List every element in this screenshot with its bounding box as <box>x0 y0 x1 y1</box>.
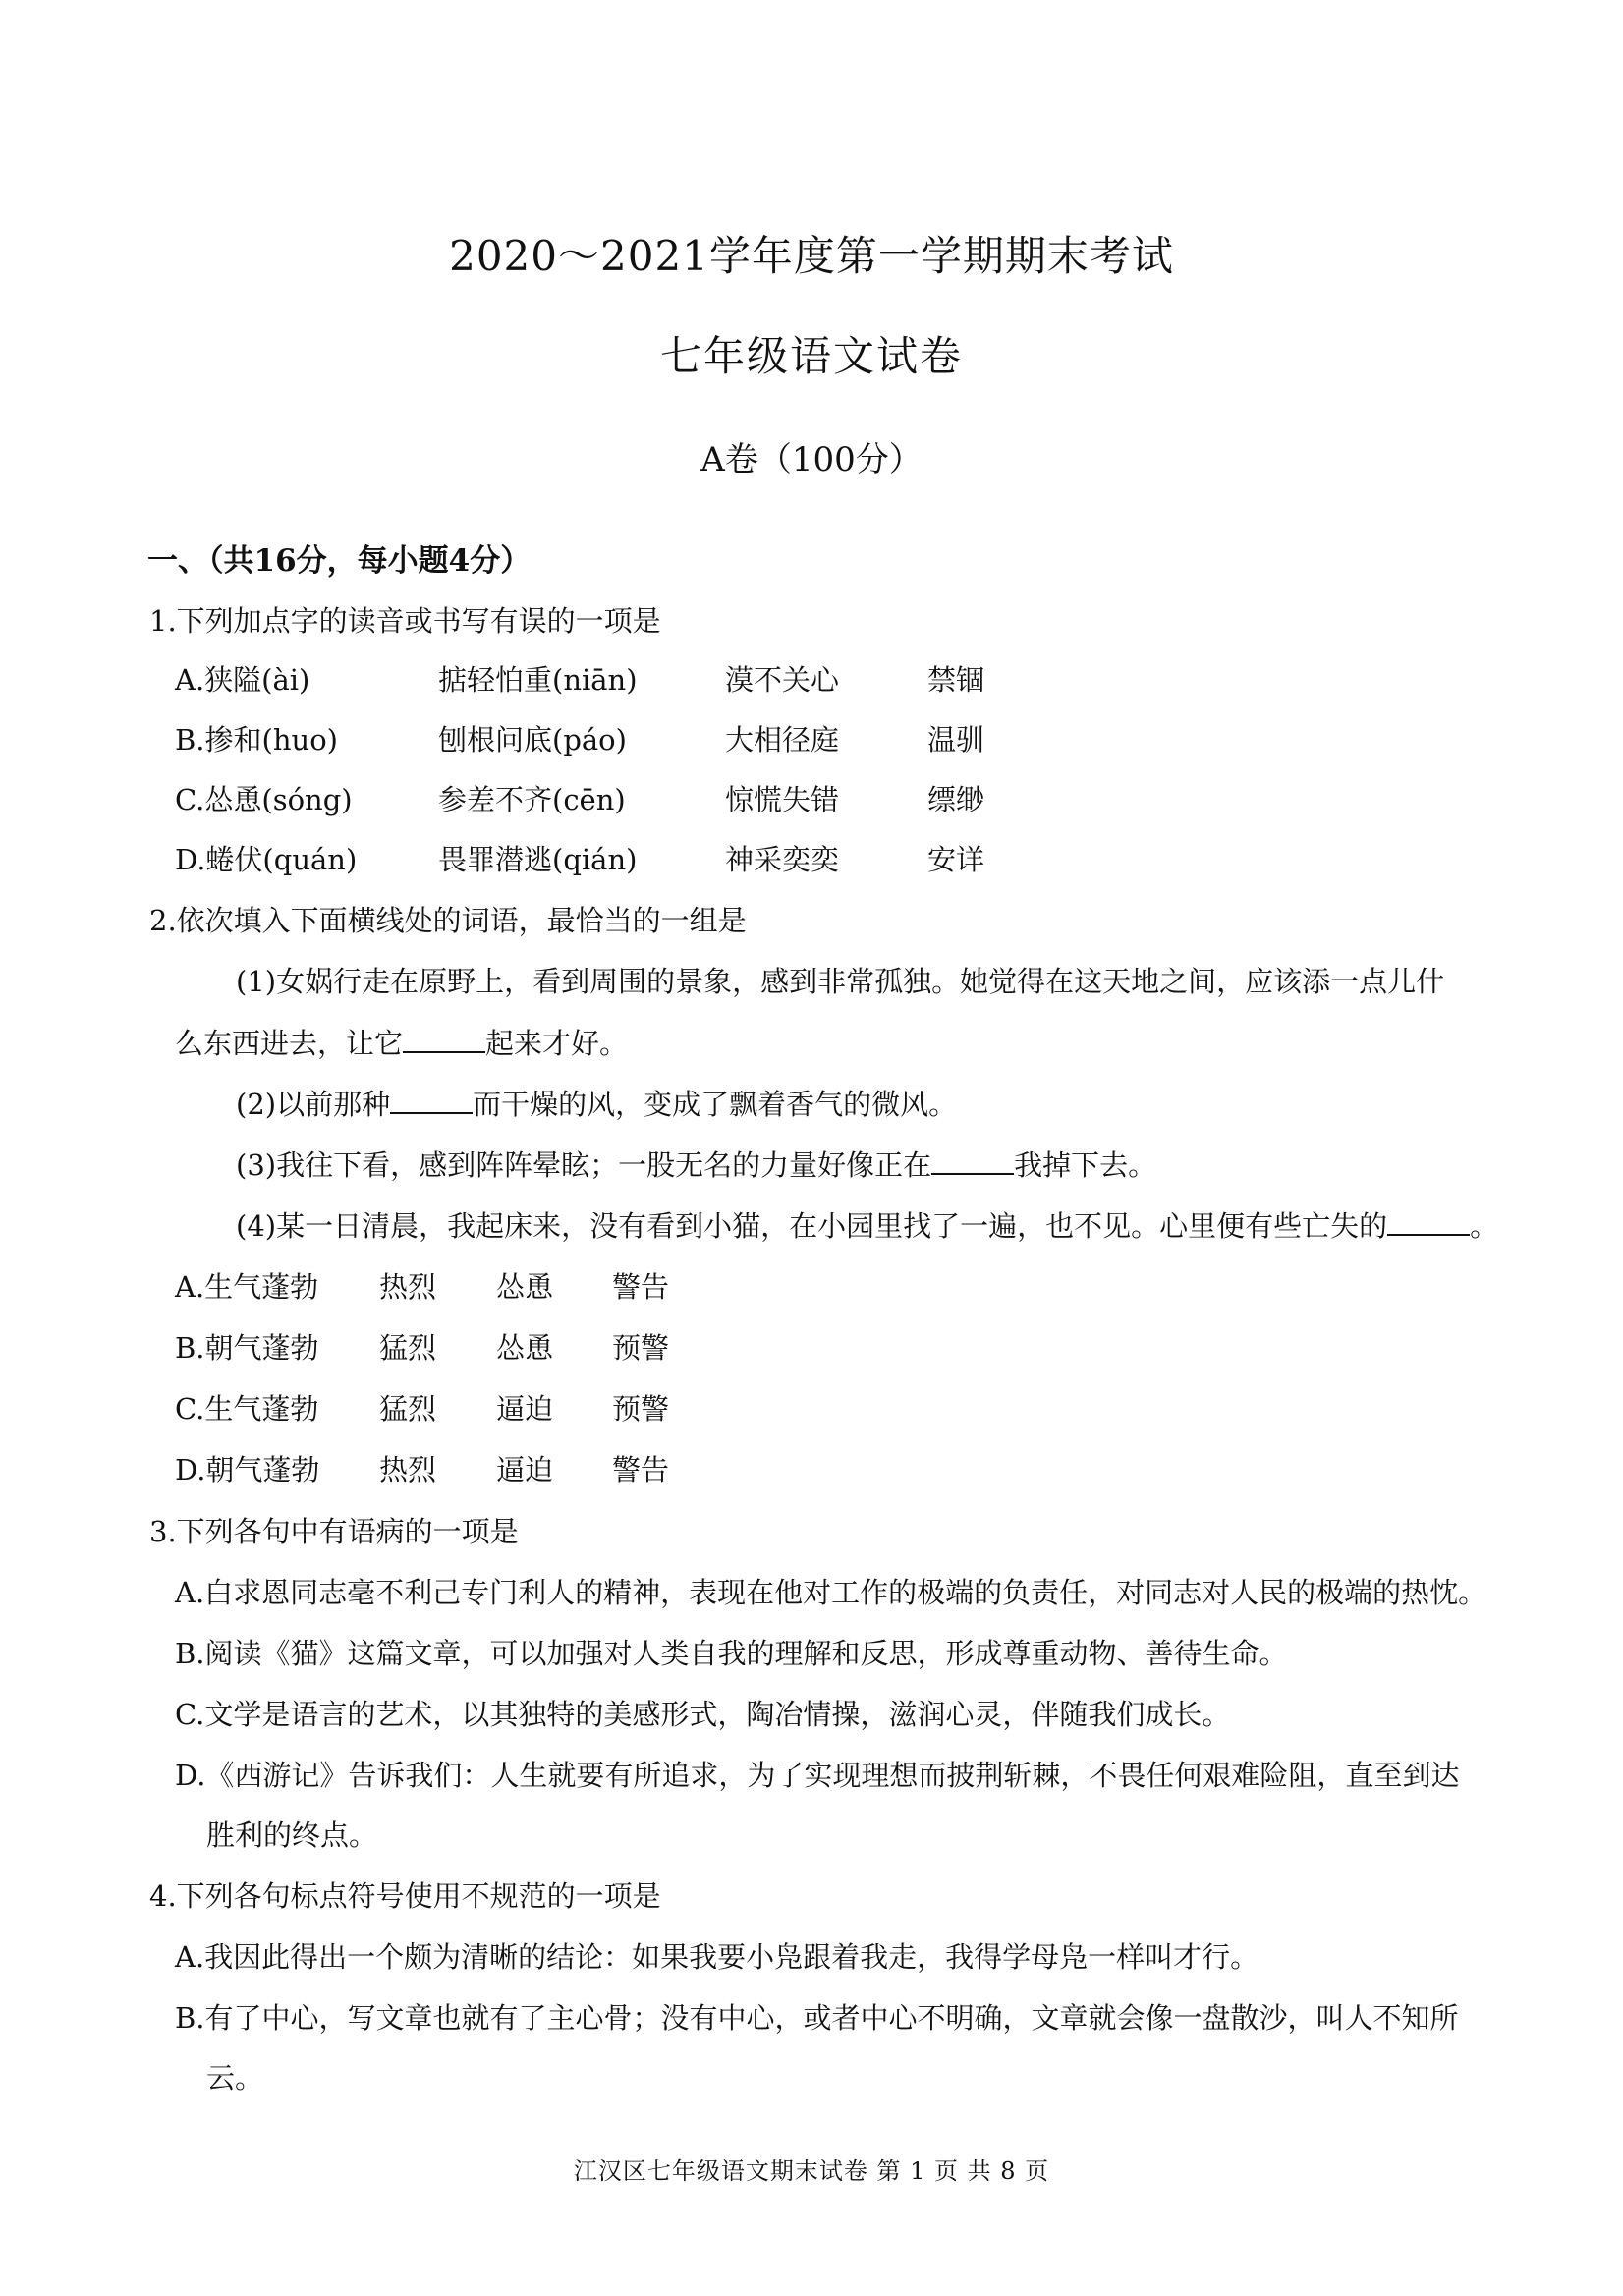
q2-passage-4 <box>236 1204 1498 1245</box>
q1-row-a-col4: 禁锢 <box>927 663 985 697</box>
q1-row-a-col3: 漠不关心 <box>725 663 840 697</box>
q2-passage-2 <box>236 1083 957 1123</box>
q2-option-c-word1: C.生气蓬勃 <box>175 1392 319 1426</box>
q1-row-d-col4: 安详 <box>927 843 985 876</box>
q3-option-b: B.阅读《猫》这篇文章，可以加强对人类自我的理解和反思，形成尊重动物、善待生命。 <box>175 1637 1288 1670</box>
q2-passage-1b-post: 起来才好。 <box>485 1027 629 1060</box>
q1-row-d-col3: 神采奕奕 <box>725 843 840 876</box>
q4-option-a: A.我因此得出一个颇为清晰的结论：如果我要小凫跟着我走，我得学母凫一样叫才行。 <box>175 1940 1259 1974</box>
q2-option-d-word4: 警告 <box>612 1453 670 1486</box>
q2-option-d-word1: D.朝气蓬勃 <box>175 1453 320 1486</box>
q2-passage-4-pre: (4)某一日清晨，我起床来，没有看到小猫，在小园里找了一遍，也不见。心里便有些亡失的 <box>236 1209 1388 1243</box>
section-heading: 一、（共16分，每小题4分） <box>147 543 532 579</box>
q3-option-c: C.文学是语言的艺术，以其独特的美感形式，陶冶情操，滋润心灵，伴随我们成长。 <box>175 1698 1231 1731</box>
question-4-stem: 4.下列各句标点符号使用不规范的一项是 <box>149 1879 661 1913</box>
q2-passage-1b <box>175 1022 628 1062</box>
q2-option-a-word1: A.生气蓬勃 <box>175 1270 319 1304</box>
q3-option-d-continued: 胜利的终点。 <box>206 1819 378 1852</box>
answer-blank-3 <box>931 1151 1014 1175</box>
q2-passage-3 <box>236 1144 1156 1184</box>
q1-row-c-col2: 参差不齐(cēn) <box>438 783 626 816</box>
q2-passage-1a: (1)女娲行走在原野上，看到周围的景象，感到非常孤独。她觉得在这天地之间，应该添一点儿什 <box>236 965 1445 998</box>
question-3-stem: 3.下列各句中有语病的一项是 <box>149 1515 519 1548</box>
q1-row-b-col3: 大相径庭 <box>725 723 840 756</box>
q2-passage-2-post: 而干燥的风，变成了飘着香气的微风。 <box>473 1088 958 1121</box>
q2-passage-3-pre: (3)我往下看，感到阵阵晕眩；一股无名的力量好像正在 <box>236 1148 932 1182</box>
q2-option-b-word2: 猛烈 <box>379 1331 437 1365</box>
answer-blank-1 <box>403 1030 485 1053</box>
q2-option-c-word4: 预警 <box>612 1392 670 1426</box>
q2-option-d-word3: 逼迫 <box>496 1453 554 1486</box>
q1-row-c-col4: 缥缈 <box>927 783 985 816</box>
page-footer: 江汉区七年级语文期末试卷 第 1 页 共 8 页 <box>573 2157 1050 2185</box>
q1-row-c-col3: 惊慌失错 <box>725 783 840 816</box>
q2-option-b-word3: 怂恿 <box>496 1331 554 1365</box>
q4-option-b: B.有了中心，写文章也就有了主心骨；没有中心，或者中心不明确，文章就会像一盘散沙，叫人不知所 <box>175 2001 1459 2035</box>
question-2-stem: 2.依次填入下面横线处的词语，最恰当的一组是 <box>149 904 747 937</box>
q3-option-a: A.白求恩同志毫不利己专门利人的精神，表现在他对工作的极端的负责任，对同志对人民的极端的热忱。 <box>175 1576 1487 1609</box>
q2-passage-2-pre: (2)以前那种 <box>236 1088 391 1121</box>
q1-row-c-col1: C.怂恿(sóng) <box>175 783 353 816</box>
q2-option-c-word2: 猛烈 <box>379 1392 437 1426</box>
q2-option-a-word2: 热烈 <box>379 1270 437 1304</box>
q2-option-b-word4: 预警 <box>612 1331 670 1365</box>
q1-row-b-col4: 温驯 <box>927 723 985 756</box>
q2-option-c-word3: 逼迫 <box>496 1392 554 1426</box>
q2-passage-1b-pre: 么东西进去，让它 <box>175 1027 404 1060</box>
exam-title: 2020～2021学年度第一学期期末考试 <box>449 232 1174 280</box>
exam-subtitle: 七年级语文试卷 <box>659 332 963 380</box>
q2-passage-3-post: 我掉下去。 <box>1014 1148 1157 1182</box>
q1-row-a-col1: A.狭隘(ài) <box>175 663 310 697</box>
q2-option-b-word1: B.朝气蓬勃 <box>175 1331 319 1365</box>
q1-row-d-col2: 畏罪潜逃(qián) <box>438 843 638 876</box>
q4-option-b-continued: 云。 <box>206 2061 264 2095</box>
answer-blank-2 <box>390 1091 473 1114</box>
q1-row-b-col1: B.掺和(huo) <box>175 723 338 756</box>
question-1-stem <box>149 599 661 640</box>
q1-row-a-col2: 掂轻怕重(niān) <box>438 663 638 697</box>
q1-row-d-col1: D.蜷伏(quán) <box>175 843 358 876</box>
q2-option-a-word4: 警告 <box>612 1270 670 1304</box>
q2-option-a-word3: 怂恿 <box>496 1270 554 1304</box>
question-1-stem-text: 1.下列加点字的读音或书写有误的一项是 <box>149 604 661 638</box>
q3-option-d: D.《西游记》告诉我们：人生就要有所追求，为了实现理想而披荆斩棘，不畏任何艰难险阻，直至到达 <box>175 1759 1460 1792</box>
exam-part: A卷（100分） <box>700 440 923 479</box>
answer-blank-4 <box>1387 1212 1470 1236</box>
q2-passage-4-post: 。 <box>1470 1209 1499 1243</box>
q1-row-b-col2: 刨根问底(páo) <box>438 723 627 756</box>
q2-option-d-word2: 热烈 <box>379 1453 437 1486</box>
